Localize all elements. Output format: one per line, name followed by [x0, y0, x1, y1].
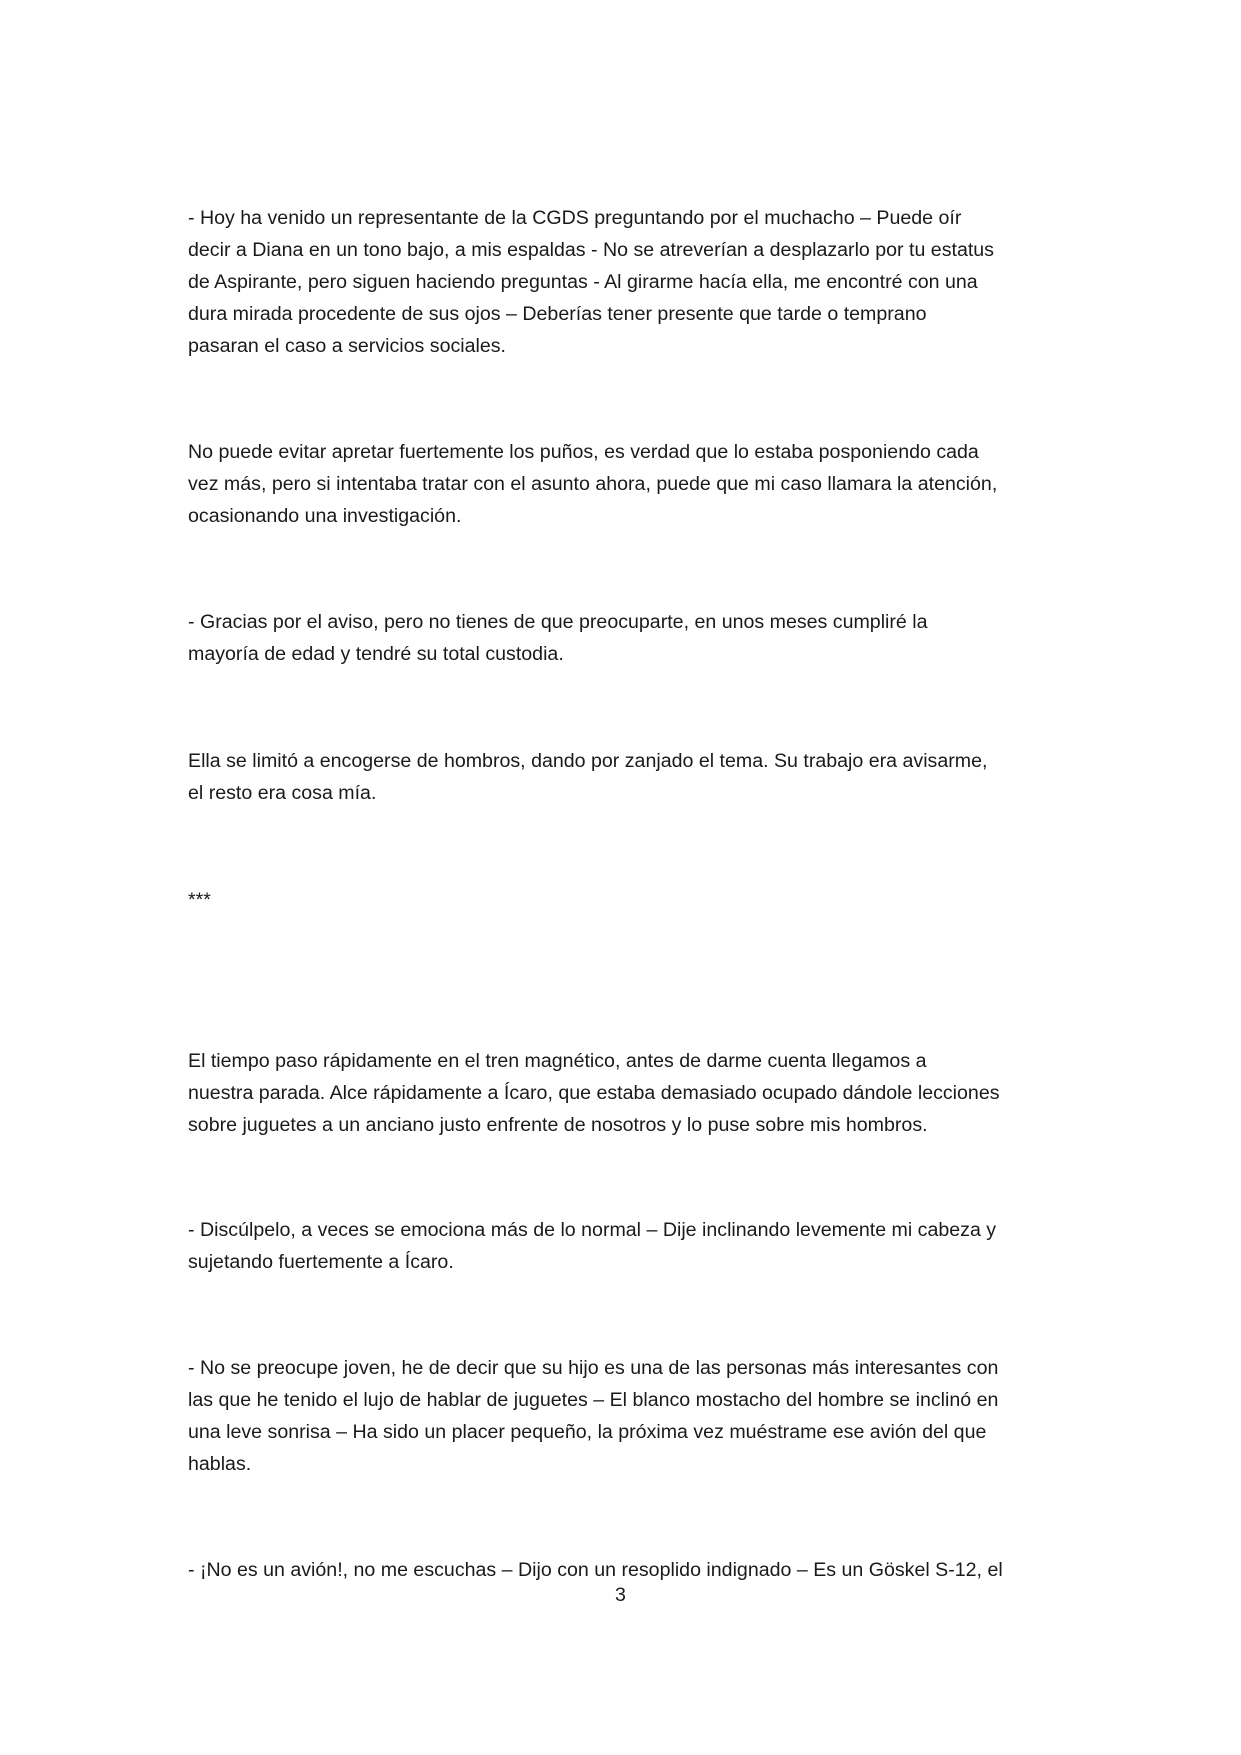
paragraph-shrug	[188, 745, 1058, 809]
paragraph-magnetic-train	[188, 1045, 1058, 1141]
text-line: - No se preocupe joven, he de decir que su hijo es una de las personas más interesantes con	[188, 1357, 999, 1379]
text-line: mayoría de edad y tendré su total custodia.	[188, 643, 564, 665]
text-line: - Discúlpelo, a veces se emociona más de lo normal – Dije inclinando levemente mi cabeza y	[188, 1219, 997, 1241]
text-line: una leve sonrisa – Ha sido un placer pequeño, la próxima vez muéstrame ese avión del que	[188, 1421, 987, 1443]
text-line: - Gracias por el aviso, pero no tienes de que preocuparte, en unos meses cumpliré la	[188, 611, 928, 633]
paragraph-old-man-reply	[188, 1352, 1058, 1480]
text-line: de Aspirante, pero siguen haciendo preguntas - Al girarme hacía ella, me encontré con una	[188, 271, 978, 293]
text-line: decir a Diana en un tono bajo, a mis espaldas - No se atreverían a desplazarlo por tu estatus	[188, 239, 994, 261]
text-line: ocasionando una investigación.	[188, 505, 462, 527]
text-line: vez más, pero si intentaba tratar con el asunto ahora, puede que mi caso llamara la atención,	[188, 473, 998, 495]
paragraph-diana-warning	[188, 202, 1058, 362]
text-line: hablas.	[188, 1453, 252, 1475]
text-line: pasaran el caso a servicios sociales.	[188, 335, 507, 357]
scene-break	[188, 884, 1058, 916]
text-line: - ¡No es un avión!, no me escuchas – Dijo con un resoplido indignado – Es un Göskel S-12, el	[188, 1559, 1003, 1581]
text-line: nuestra parada. Alce rápidamente a Ícaro, que estaba demasiado ocupado dándole lecciones	[188, 1082, 1000, 1104]
text-line: Ella se limitó a encogerse de hombros, dando por zanjado el tema. Su trabajo era avisarme,	[188, 750, 988, 772]
page-number: 3	[615, 1584, 626, 1606]
text-line: dura mirada procedente de sus ojos – Deberías tener presente que tarde o temprano	[188, 303, 927, 325]
scene-break-marker: ***	[188, 889, 211, 911]
text-line: - Hoy ha venido un representante de la CGDS preguntando por el muchacho – Puede oír	[188, 207, 962, 229]
paragraph-apology	[188, 1214, 1058, 1278]
text-line: las que he tenido el lujo de hablar de juguetes – El blanco mostacho del hombre se inclinó en	[188, 1389, 999, 1411]
text-line: No puede evitar apretar fuertemente los puños, es verdad que lo estaba posponiendo cada	[188, 441, 979, 463]
text-line: sujetando fuertemente a Ícaro.	[188, 1251, 454, 1273]
text-line: el resto era cosa mía.	[188, 782, 377, 804]
text-line: sobre juguetes a un anciano justo enfrente de nosotros y lo puse sobre mis hombros.	[188, 1114, 928, 1136]
paragraph-thanks-reply	[188, 606, 1058, 670]
paragraph-clenched-fists	[188, 436, 1058, 532]
text-line: El tiempo paso rápidamente en el tren magnético, antes de darme cuenta llegamos a	[188, 1050, 927, 1072]
